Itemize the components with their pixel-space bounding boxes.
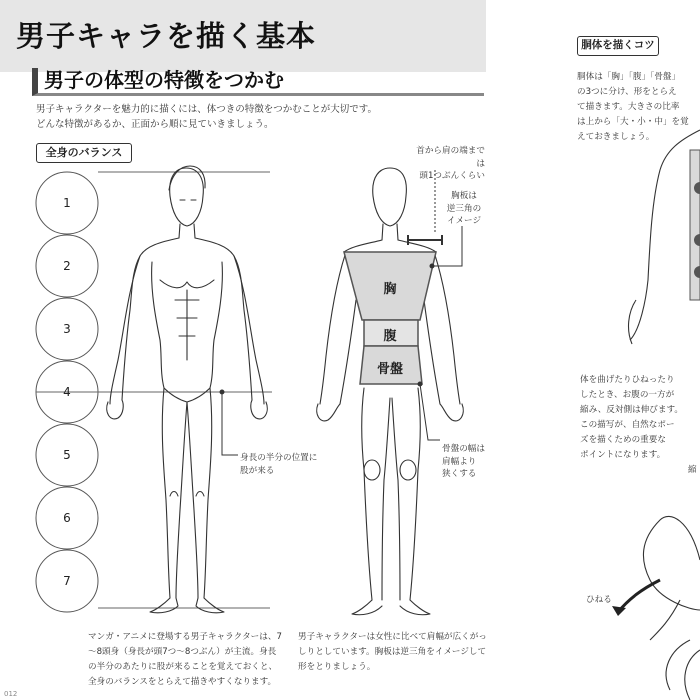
male-figure-front [107,166,268,613]
pelvis-annotation: 骨盤の幅は 肩幅より 狭くする [442,444,485,479]
intro-line: どんな特徴があるか、正面から順に見ていきましょう。 [36,119,274,130]
torso-tips-text: 胴体は「胸」「腹」「骨盤」 の3つに分け、形をとらえ て描きます。大きさの比率 は上から「大・小・中」を覚 えておきましょう。 [577,72,689,142]
pelvis-leader [420,384,440,440]
torso-tips-label: 胴体を描くコツ [577,36,659,56]
chest-annotation: 胸板は 逆三角の イメージ [446,191,482,226]
twist-arrow [618,580,660,612]
page-number: 012 [4,690,18,698]
twist-label: ひねる [586,595,612,605]
intro-line: 男子キャラクターを魅力的に描くには、体つきの特徴をつかむことが大切です。 [36,104,378,115]
partial-word: 縮 [688,465,697,475]
pelvis-label: 骨盤 [376,362,403,377]
bending-tips-text: 体を曲げたりひねったり したとき、お腹の一方が 縮み、反対側は伸びます。 この描写が、自然なポー ズを描くための重要な ポイントになります。 [580,375,683,460]
head-unit-label: 1 [63,196,71,210]
head-unit-label: 5 [63,448,71,462]
full-body-balance-label: 全身のバランス [36,143,132,163]
head-unit-label: 3 [63,322,71,336]
page-title: 男子キャラを描く基本 [16,19,317,53]
bottom-left-text: マンガ・アニメに登場する男子キャラクターは、7 ～8頭身（身長が頭7つ～8つぶん）が主流。身長 の半分のあたりに股が来ることを覚えておくと、 全身のバランスをとらえて描きやすくなります。 [88,632,282,687]
head-unit-label: 4 [63,385,71,399]
head-unit-label: 7 [63,574,71,588]
twisting-figure [643,516,700,610]
half-height-leader [222,392,238,455]
section-heading-text: 男子の体型の特徴をつかむ [44,68,284,92]
head-unit-label: 6 [63,511,71,525]
chest-label: 胸 [383,282,397,297]
belly-label: 腹 [383,329,397,344]
shoulder-annotation: 首から肩の端までは 頭1つぶんくらい [416,146,485,181]
half-height-annotation: 身長の半分の位置に 股が来る [240,453,318,476]
bottom-right-text: 男子キャラクターは女性に比べて肩幅が広くがっ しりとしています。胸板は逆三角をイメージして 形をとりましょう。 [298,632,487,672]
head-unit-label: 2 [63,259,71,273]
